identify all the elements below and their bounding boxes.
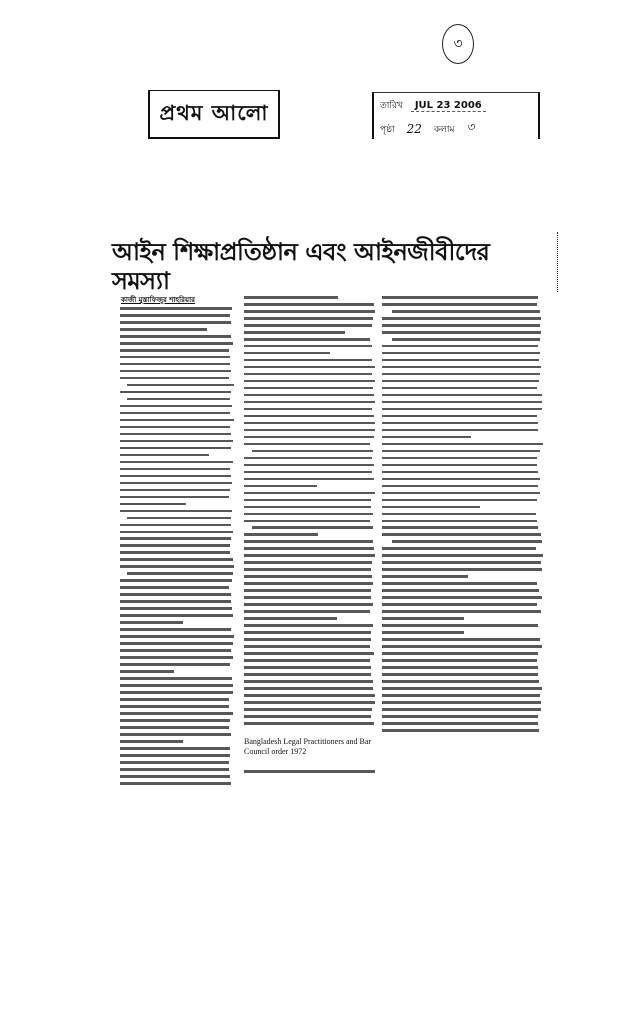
- date-page-stamp: [372, 92, 540, 139]
- text-line: [127, 517, 231, 520]
- text-line: [244, 366, 375, 369]
- text-line: [244, 673, 371, 676]
- text-line: [382, 359, 539, 362]
- text-line: [120, 461, 233, 464]
- text-line: [244, 457, 372, 460]
- text-line: [382, 561, 541, 564]
- page-value: 22: [406, 122, 422, 136]
- newspaper-masthead: [148, 90, 280, 139]
- text-line: [382, 464, 537, 467]
- text-line: [244, 568, 371, 571]
- text-line: [382, 687, 542, 690]
- text-line: [120, 544, 230, 547]
- text-line: [120, 405, 232, 408]
- text-line: [120, 782, 231, 785]
- text-line: [382, 547, 536, 550]
- text-line: [244, 666, 371, 669]
- text-line: [382, 373, 540, 376]
- text-line: [120, 628, 231, 631]
- article-column-2-end: [244, 770, 378, 778]
- text-line: [120, 370, 231, 373]
- text-line: [244, 631, 371, 634]
- text-line: [120, 496, 229, 499]
- text-line: [244, 310, 375, 313]
- text-line: [244, 680, 373, 683]
- text-line: [120, 656, 233, 659]
- text-line: [392, 338, 540, 341]
- text-line: [244, 499, 371, 502]
- text-line: [244, 701, 375, 704]
- text-line: [244, 687, 373, 690]
- text-line: [244, 443, 370, 446]
- text-line: [382, 610, 541, 613]
- text-line: [244, 387, 373, 390]
- text-line: [382, 331, 541, 334]
- text-line: [120, 321, 231, 324]
- text-line: [382, 450, 540, 453]
- text-line: [244, 415, 374, 418]
- text-line: [382, 645, 542, 648]
- text-line: [382, 533, 541, 536]
- text-line: [244, 589, 371, 592]
- text-line: [244, 436, 374, 439]
- text-line: [244, 422, 375, 425]
- text-line: [244, 603, 373, 606]
- text-line: [120, 412, 230, 415]
- text-line: [392, 310, 540, 313]
- text-line: [382, 296, 538, 299]
- text-line: [382, 596, 542, 599]
- text-line: [244, 770, 375, 773]
- text-line: [244, 645, 370, 648]
- text-line: [120, 705, 229, 708]
- text-line: [244, 317, 373, 320]
- text-line: [244, 373, 372, 376]
- text-line: [382, 617, 464, 620]
- text-line: [120, 328, 207, 331]
- text-line: [382, 366, 541, 369]
- text-line: [120, 468, 230, 471]
- text-line: [382, 589, 539, 592]
- text-line: [244, 380, 375, 383]
- text-line: [127, 398, 230, 401]
- text-line: [244, 352, 330, 355]
- text-line: [382, 492, 540, 495]
- text-line: [120, 635, 234, 638]
- text-line: [244, 394, 374, 397]
- text-line: [120, 698, 229, 701]
- text-line: [382, 575, 468, 578]
- text-line: [244, 296, 338, 299]
- text-line: [120, 489, 230, 492]
- text-line: [244, 708, 372, 711]
- text-line: [120, 712, 233, 715]
- text-line: [382, 554, 543, 557]
- article-column-3: [382, 296, 546, 742]
- text-line: [244, 464, 374, 467]
- article-headline: আইন শিক্ষাপ্রতিষ্ঠান এবং আইনজীবীদের সমস্যা: [112, 238, 490, 295]
- text-line: [382, 499, 537, 502]
- text-line: [120, 377, 229, 380]
- newspaper-name: প্রথম আলো: [159, 99, 269, 125]
- text-line: [120, 433, 231, 436]
- text-line: [244, 303, 374, 306]
- text-line: [120, 447, 231, 450]
- text-line: [120, 363, 230, 366]
- text-line: [120, 565, 234, 568]
- text-line: [120, 621, 183, 624]
- text-line: [244, 652, 374, 655]
- text-line: [244, 401, 375, 404]
- text-line: [244, 429, 375, 432]
- text-line: [120, 649, 231, 652]
- text-line: [120, 684, 233, 687]
- text-line: [382, 659, 537, 662]
- text-line: [382, 443, 543, 446]
- text-line: [382, 694, 540, 697]
- text-line: [120, 335, 231, 338]
- text-line: [244, 324, 372, 327]
- text-line: [382, 603, 537, 606]
- text-line: [244, 547, 374, 550]
- text-line: [382, 526, 538, 529]
- circled-number-text: ৩: [453, 36, 463, 52]
- text-line: [382, 624, 538, 627]
- text-line: [244, 345, 372, 348]
- article-column-1: [120, 307, 236, 793]
- text-line: [382, 520, 537, 523]
- text-line: [244, 617, 337, 620]
- article-column-2: [244, 296, 378, 736]
- circled-page-number: [442, 24, 474, 64]
- column-label: কলাম: [433, 124, 455, 135]
- text-line: [382, 380, 539, 383]
- text-line: [120, 356, 230, 359]
- text-line: [244, 540, 373, 543]
- text-line: [244, 471, 372, 474]
- text-line: [127, 384, 234, 387]
- text-line: [120, 719, 230, 722]
- text-line: [120, 307, 232, 310]
- text-line: [120, 524, 231, 527]
- article-byline: কাজী মুস্তাফিজুর শাহরিয়ার: [121, 296, 195, 304]
- text-line: [382, 631, 464, 634]
- text-line: [392, 540, 542, 543]
- text-line: [120, 607, 232, 610]
- text-line: [120, 349, 229, 352]
- text-line: [120, 579, 232, 582]
- text-line: [120, 551, 230, 554]
- page-label: পৃষ্ঠা: [380, 124, 395, 135]
- text-line: [120, 677, 232, 680]
- text-line: [120, 314, 230, 317]
- text-line: [244, 485, 317, 488]
- text-line: [244, 659, 370, 662]
- text-line: [120, 614, 233, 617]
- text-line: [244, 561, 372, 564]
- text-line: [244, 582, 373, 585]
- text-line: [120, 670, 174, 673]
- text-line: [120, 775, 230, 778]
- text-line: [244, 359, 372, 362]
- text-line: [120, 426, 230, 429]
- text-line: [244, 554, 375, 557]
- text-line: [244, 408, 372, 411]
- text-line: [120, 768, 229, 771]
- text-line: [120, 440, 233, 443]
- text-line: [382, 708, 541, 711]
- text-line: [382, 568, 542, 571]
- text-line: [382, 513, 536, 516]
- text-line: [120, 391, 231, 394]
- date-value: JUL 23 2006: [411, 100, 486, 112]
- text-line: [382, 680, 539, 683]
- text-line: [382, 582, 537, 585]
- text-line: [244, 722, 374, 725]
- text-line: [382, 345, 538, 348]
- column-value: ৩: [466, 120, 475, 134]
- text-line: [382, 722, 538, 725]
- text-line: [382, 408, 542, 411]
- text-line: [244, 694, 375, 697]
- text-line: [244, 520, 370, 523]
- text-line: [252, 450, 373, 453]
- clipping-edge: [557, 232, 558, 292]
- text-line: [382, 429, 538, 432]
- text-line: [382, 415, 537, 418]
- text-line: [382, 387, 537, 390]
- text-line: [120, 733, 231, 736]
- text-line: [244, 478, 374, 481]
- text-line: [120, 740, 183, 743]
- text-line: [382, 324, 540, 327]
- text-line: [244, 596, 371, 599]
- text-line: [120, 558, 233, 561]
- text-line: [252, 526, 373, 529]
- text-line: [244, 331, 345, 334]
- text-line: [382, 352, 540, 355]
- text-line: [120, 510, 232, 513]
- text-line: [382, 457, 537, 460]
- text-line: [382, 715, 538, 718]
- text-line: [244, 506, 371, 509]
- text-line: [120, 726, 229, 729]
- text-line: [244, 513, 373, 516]
- date-label: তারিখ: [380, 101, 403, 111]
- text-line: [382, 436, 471, 439]
- text-line: [120, 600, 231, 603]
- text-line: [382, 303, 537, 306]
- text-line: [244, 492, 375, 495]
- text-line: [382, 422, 538, 425]
- text-line: [120, 747, 230, 750]
- text-line: [120, 454, 209, 457]
- text-line: [120, 342, 233, 345]
- text-line: [382, 401, 542, 404]
- text-line: [120, 503, 186, 506]
- text-line: [244, 575, 372, 578]
- text-line: [382, 485, 538, 488]
- text-line: [120, 537, 231, 540]
- text-line: [382, 652, 538, 655]
- text-line: [120, 754, 230, 757]
- text-line: [244, 533, 318, 536]
- text-line: [120, 531, 233, 534]
- text-line: [382, 506, 480, 509]
- text-line: [382, 673, 538, 676]
- text-line: [120, 593, 231, 596]
- text-line: [244, 610, 370, 613]
- text-line: [120, 482, 232, 485]
- text-line: [382, 701, 541, 704]
- text-line: [120, 419, 234, 422]
- text-line: [120, 586, 229, 589]
- text-line: [120, 642, 233, 645]
- text-line: [120, 475, 231, 478]
- text-line: [244, 638, 371, 641]
- text-line: [120, 663, 230, 666]
- text-line: [244, 715, 371, 718]
- text-line: [244, 624, 373, 627]
- text-line: [120, 761, 229, 764]
- english-citation: Bangladesh Legal Practitioners and Bar Council order 1972: [244, 737, 372, 756]
- text-line: [120, 691, 233, 694]
- text-line: [382, 471, 538, 474]
- text-line: [382, 317, 541, 320]
- text-line: [382, 478, 540, 481]
- text-line: [382, 638, 540, 641]
- text-line: [244, 338, 370, 341]
- text-line: [382, 394, 542, 397]
- text-line: [127, 572, 233, 575]
- text-line: [382, 666, 538, 669]
- text-line: [382, 729, 539, 732]
